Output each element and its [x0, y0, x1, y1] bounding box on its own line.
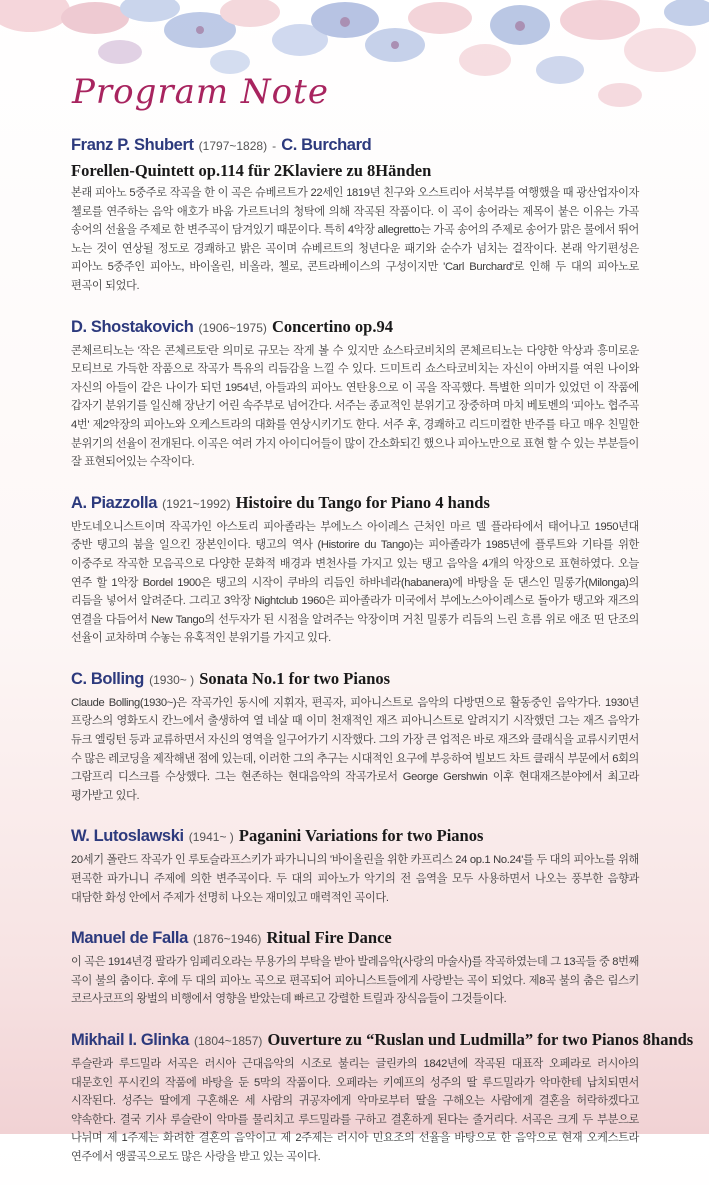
- program-item-description: Claude Bolling(1930~)은 작곡가인 동시에 지휘자, 편곡자, 피아니스트로 음악의 다방면으로 활동중인 음악가다. 1930년 프랑스의 영화도시 칸느에서 출생하여 열 네살 때 이미 천재적인 재즈 피아니스트로 알려지기 시작했던 그는 재즈 음악가 듀크 엘링턴 등과 교류하면서 자신의 영역을 일구어가기 시작했다. 그의 가장 큰 업적은 바로 재즈와 클래식을 교류시키면서 수 많은 레코딩을 제작해낸 점에 있는데, 이러한 그의 추구는 시대적인 요구에 부응하여 빌보드 차트 클래식 부문에서 6회의 그람프리 디스크를 수상했다. 그는 현존하는 현대음악의 작곡가로서 George Gershwin 이후 현대재즈분야에서 최고라 평가받고 있다.: [71, 696, 639, 802]
- composer-dates: (1921~1992): [162, 496, 231, 511]
- program-item-heading: [71, 314, 639, 341]
- program-item-heading: [71, 823, 639, 850]
- program-item-heading: [71, 1027, 694, 1054]
- program-item-description: 반도네오니스트이며 작곡가인 아스토리 피아졸라는 부에노스 아이레스 근처인 마르 델 플라타에서 태어나고 1950년대 중반 탱고의 붐을 일으킨 장본인이다. 탱고의 역사 (Historire du Tango)는 피아졸라가 1985년에 플루트와 기타를 위한 이중주로 작곡한 모음곡으로 다양한 문화적 배경과 변천사를 가지고 있는 탱고 음악을 4개의 악장으로 표현하였다. 오늘 연주 할 1악장 Bordel 1900은 탱고의 시작이 쿠바의 리듬인 하바네라(habanera)에 바탕을 둔 댄스인 밀롱가(Milonga)의 리듬을 넣어서 알려준다. 그리고 3악장 Nightclub 1960은 피아졸라가 미국에서 부에노스아이레스로 돌아가 탱고와 재즈의 연결을 다듬어서 New Tango의 선두자가 된 시점을 알려주는 악장이며 거친 밀롱가 리듬의 느린 흐름 위로 애조 띤 단조의 선율이 교차하며 수놓는 유혹적인 분위기를 가지고 있다.: [71, 520, 639, 645]
- program-item-description: 루슬란과 루드밀라 서곡은 러시아 근대음악의 시조로 불리는 글린카의 1842년에 작곡된 대표작 오페라로 러시아의 대문호인 푸시킨의 작품에 바탕을 둔 5막의 작품이다. 오페라는 키예프의 성주의 딸 루드밀라가 악마한테 납치되면서 시작된다. 성주는 딸에게 구혼해온 세 사람의 귀공자에게 악마로부터 딸을 구해오는 사람에게 결혼을 허락하겠다고 약속한다. 결국 기사 루슬란이 악마를 물리치고 루드밀라를 구하고 결혼하게 된다는 줄거리다. 서곡은 크게 두 부분으로 나뉘며 제 1주제는 화려한 결혼의 음악이고 제 2주제는 러시아 민요조의 선율을 바탕으로 한 음악으로 현재 오케스트라 연주에서 앵콜곡으로도 많은 사랑을 받고 있는 곡이다.: [71, 1058, 639, 1163]
- composer-dates: (1797~1828): [198, 139, 268, 153]
- composer-name: W. Lutoslawski: [71, 827, 184, 846]
- program-item-description: 20세기 폴란드 작곡가 인 루토슬라프스키가 파가니니의 '바이올린을 위한 카프리스 24 op.1 No.24'를 두 대의 피아노를 위해 편곡한 파가니니 주제에 의한 변주곡이다. 두 대의 피아노가 악기의 전 음역을 모두 사용하면서 나오는 풍부한 음향과 대담한 화성 안에서 주제가 선명히 나오는 재미있고 매력적인 곡이다.: [71, 854, 639, 904]
- program-notes: [71, 132, 694, 1185]
- composer-name: Mikhail I. Glinka: [71, 1031, 189, 1049]
- work-title: Ritual Fire Dance: [266, 928, 392, 948]
- composer-dates: (1876~1946): [192, 932, 262, 947]
- heading-separator: -: [272, 139, 277, 153]
- composer-dates: (1930~ ): [149, 672, 195, 687]
- composer-name: A. Piazzolla: [71, 493, 157, 512]
- composer-name: Manuel de Falla: [71, 929, 188, 948]
- program-item-description: 본래 피아노 5중주로 작곡을 한 이 곡은 슈베르트가 22세인 1819년 친구와 오스트리아 서북부를 여행했을 때 광산업자이자 첼로를 연주하는 음악 애호가 바움 가르트너의 청탁에 의해 작곡된 작품이다. 이 곡이 송어라는 제목이 붙은 이유는 가곡 송어의 선율을 주제로 한 변주곡이 담겨있기 때문이다. 특히 4악장 allegretto는 가곡 송어의 주제로 송어가 맑은 물에서 뛰어 노는 것이 연상될 정도로 경쾌하고 밝은 곡이며 슈베르트의 청년다운 패기와 순수가 넘치는 걸작이다. 본래 악기편성은 피아노 5중주인 피아노, 바이올린, 비올라, 첼로, 콘트라베이스의 구성이지만 'Carl Burchard'로 인해 두 대의 피아노로 편곡이 되었다.: [71, 187, 639, 292]
- work-title: Ouverture zu “Ruslan und Ludmilla” for two Pianos 8hands: [267, 1030, 694, 1049]
- program-item-bolling: [71, 666, 639, 806]
- work-title: Paganini Variations for two Pianos: [238, 826, 484, 846]
- program-item-heading: [71, 925, 639, 952]
- program-item-glinka: [71, 1027, 694, 1167]
- composer-dates: (1804~1857): [194, 1034, 263, 1048]
- program-item-falla: [71, 925, 639, 1009]
- work-title: Sonata No.1 for two Pianos: [199, 668, 391, 688]
- program-item-heading: [71, 666, 639, 693]
- program-item-piazzolla: [71, 490, 639, 648]
- program-item-heading: [71, 132, 639, 159]
- composer-name: C. Bolling: [71, 669, 144, 688]
- program-item-heading: [71, 490, 639, 517]
- program-item-shostakovich: [71, 314, 639, 472]
- composer-dates: (1941~ ): [188, 830, 234, 845]
- program-item-lutoslawski: [71, 823, 639, 907]
- composer-name: D. Shostakovich: [71, 317, 194, 336]
- work-title: Concertino op.94: [271, 316, 393, 336]
- page-title: Program Note: [72, 72, 329, 112]
- work-title: Forellen-Quintett op.114 für 2Klaviere zu 8Händen: [71, 161, 432, 180]
- composer-name: Franz P. Shubert: [71, 136, 194, 154]
- work-title: Histoire du Tango for Piano 4 hands: [235, 492, 490, 512]
- program-item-description: 이 곡은 1914년경 팔라가 임페리오라는 무용가의 부탁을 받아 발레음악(사랑의 마술사)를 작곡하였는데 그 13곡들 중 8번째 곡이 불의 춤이다. 후에 두 대의 피아노 곡으로 편곡되어 피아니스트들에게 사랑받는 곡이 되었다. 제8곡 불의 춤은 림스키 코르사코프의 왕벌의 비행에서 영향을 받았는데 빠르고 강렬한 트릴과 장식음들이 그것들이다.: [71, 956, 639, 1006]
- program-item-description: 콘체르티노는 '작은 콘체르토'란 의미로 규모는 작게 볼 수 있지만 쇼스타코비치의 콘체르티노는 다양한 악상과 흥미로운 모티브로 가득한 작품으로 작곡가 특유의 리듬감을 느낄 수 있다. 드미트리 쇼스타코비치는 자신이 아버지를 여읜 나이와 자신의 아들이 같은 나이가 되던 1954년, 아들과의 피아노 연탄용으로 이 곡을 작곡했다. 특별한 의미가 있었던 이 작품에 갑자기 분위기를 일신해 장난기 어린 속주부로 넘어간다. 서주는 종교적인 분위기고 장중하며 마치 베토벤의 '피아노 협주곡 4번' 제2악장의 피아노와 오케스트라의 대화를 연상시키기도 한다. 서주 후, 경쾌하고 리드미컬한 반주를 타고 매우 친밀한 분위기의 선율이 전개된다. 이곡은 여러 가지 아이디어들이 많이 간소화되긴 했으나 피아노만으로 표현 할 수 있는 부분들이 잘 표현되어있는 수작이다.: [71, 344, 639, 469]
- arranger-name: C. Burchard: [281, 136, 372, 154]
- program-item-schubert: [71, 132, 639, 296]
- composer-dates: (1906~1975): [198, 320, 267, 335]
